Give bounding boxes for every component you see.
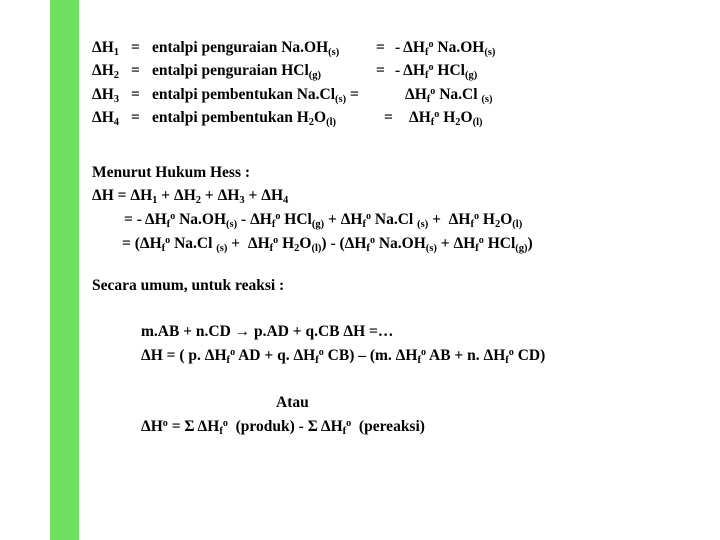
hess-line-3: = ($\Delta H_f^o$ Na.Cl $_{(s)} + \Delta H_f^o$ $H_2O_{(l)}) - (\Delta H_f^o$ $Na.OH_{(s)} + \Delta H_f^o$ HCl$_{(g)}$) [122, 234, 533, 255]
definition-3-desc: entalpi pembentukan $Na.Cl_{(s)}$ = [152, 86, 359, 106]
definition-2-rhs: - $\Delta H_f^o$ HCl$_{(g)}$ [395, 61, 478, 82]
definition-2-desc: entalpi penguraian HCl$_{(g)}$ [152, 62, 322, 82]
equals-sign: = [131, 86, 140, 103]
equals-sign: = [384, 109, 393, 126]
definition-3: $\Delta H_3$ [92, 86, 120, 106]
definition-1-desc: entalpi penguraian $Na.OH_{(s)}$ [152, 39, 340, 59]
general-reaction: m.AB + n.CD → p.AD + q.CB ΔH =… [141, 323, 394, 340]
equals-sign: = [376, 39, 385, 56]
definition-4: $\Delta H_4$ [92, 109, 120, 129]
definition-1: $\Delta H_1$ [92, 39, 120, 59]
general-formula: ΔH = ( p. $\Delta H_f^o$ AD + q. $\Delta H_f^o$ CB) – (m. $\Delta H_f^o$ AB + n. $\Delta H_f^o$ CD) [141, 346, 546, 367]
equals-sign: = [131, 109, 140, 126]
hess-line-1: $\Delta H = \Delta H_1 + \Delta H_2 + \Delta H_3 + \Delta H_4$ [92, 187, 289, 207]
atau-label: Atau [276, 394, 309, 411]
definition-4-rhs: $\Delta H_f^o$ $H_2O_{(l)}$ [409, 108, 483, 129]
equals-sign: = [131, 39, 140, 56]
hess-heading: Menurut Hukum Hess : [92, 164, 251, 181]
definition-4-desc: entalpi pembentukan $H_2O_{(l)}$ [152, 109, 337, 129]
general-heading: Secara umum, untuk reaksi : [92, 277, 285, 294]
decorative-green-bar [50, 0, 79, 540]
definition-3-rhs: $\Delta H_f^o$ Na.Cl $_{(s)}$ [405, 85, 493, 106]
definition-1-rhs: - $\Delta H_f^o$ $Na.OH_{(s)}$ [395, 38, 496, 59]
equals-sign: = [131, 62, 140, 79]
equals-sign: = [376, 62, 385, 79]
definition-2: $\Delta H_2$ [92, 62, 120, 82]
hess-line-2: = - $\Delta H_f^o$ $Na.OH_{(s)} - \Delta H_f^o$ $HCl_{(g)} + \Delta H_f^o$ Na.Cl $_{(s)} + \Delta H_f^o$ $H_2O_{(l)}$ [124, 210, 523, 231]
final-formula: $\Delta H^o = \Sigma$ $\Delta H_f^o$ (produk) - Σ $\Delta H_f^o$ (pereaksi) [141, 417, 425, 438]
